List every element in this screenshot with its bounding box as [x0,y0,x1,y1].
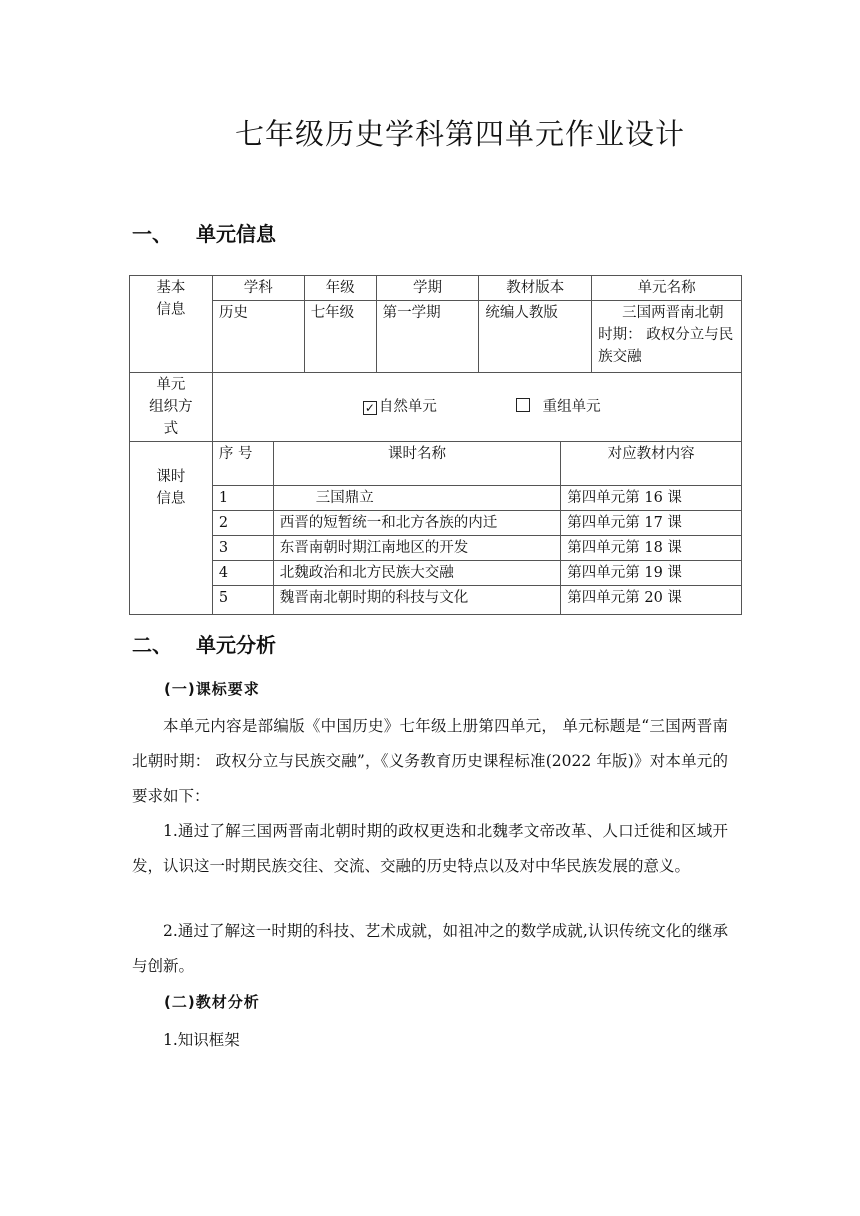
checkbox-regroup-unit[interactable] [516,398,530,412]
unit-info-table [129,275,742,615]
lesson-header-no: 序 号 [212,442,273,486]
value-unit-name: 三国两晋南北朝时期： 政权分立与民族交融 [592,301,742,373]
lesson-info-label: 课时 信息 [130,442,213,615]
lesson-content: 第四单元第 16 课 [561,486,742,511]
regroup-unit-label: 重组单元 [542,399,601,415]
value-term: 第一学期 [376,301,479,373]
section-number: 一、 [132,222,172,246]
lesson-content: 第四单元第 19 课 [561,561,742,586]
lesson-name: 三国鼎立 [273,486,560,511]
lesson-content: 第四单元第 17 课 [561,511,742,536]
table-value-row [130,301,742,373]
header-subject: 学科 [212,276,304,301]
lesson-no: 5 [212,586,273,615]
lesson-no: 2 [212,511,273,536]
header-grade: 年级 [304,276,376,301]
table-org-row [130,373,742,442]
basic-info-label: 基本 信息 [130,276,213,373]
table-row [130,486,742,511]
table-row [130,511,742,536]
table-row [130,586,742,615]
lesson-no: 4 [212,561,273,586]
org-method-options [212,373,741,442]
paragraph-intro: 本单元内容是部编版《中国历史》七年级上册第四单元， 单元标题是“三国两晋南北朝时期： 政权分立与民族交融”，《义务教育历史课程标准(2022 年版)》对本单元的要求如下： [132,717,728,805]
lesson-header-name: 课时名称 [273,442,560,486]
section-label: 单元信息 [196,222,276,246]
lesson-name: 东晋南朝时期江南地区的开发 [273,536,560,561]
org-method-label: 单元 组织方 式 [130,373,213,442]
page-title: 七年级历史学科第四单元作业设计 [234,117,685,151]
subheading-curriculum-standard: (一)课标要求 [164,680,260,698]
lesson-no: 1 [212,486,273,511]
section-heading-unit-analysis [132,629,276,658]
value-grade: 七年级 [304,301,376,373]
checkbox-natural-unit[interactable]: ✓ [364,401,375,415]
value-subject: 历史 [212,301,304,373]
subheading-textbook-analysis: (二)教材分析 [164,993,260,1011]
header-unit-name: 单元名称 [592,276,742,301]
section-label: 单元分析 [196,633,276,657]
lesson-no: 3 [212,536,273,561]
table-row [130,536,742,561]
paragraph-requirement-1: 1.通过了解三国两晋南北朝时期的政权更迭和北魏孝文帝改革、人口迁徙和区域开发，认识这一时期民族交往、交流、交融的历史特点以及对中华民族发展的意义。 [132,822,728,875]
section-number: 二、 [132,633,172,657]
lesson-name: 魏晋南北朝时期的科技与文化 [273,586,560,615]
item-knowledge-framework: 1.知识框架 [163,1031,240,1049]
table-header-row [130,276,742,301]
lesson-content: 第四单元第 18 课 [561,536,742,561]
header-edition: 教材版本 [479,276,592,301]
lesson-name: 西晋的短暂统一和北方各族的内迁 [273,511,560,536]
paragraph-requirement-2: 2.通过了解这一时期的科技、艺术成就，如祖冲之的数学成就,认识传统文化的继承与创新。 [132,922,728,975]
lesson-name: 北魏政治和北方民族大交融 [273,561,560,586]
lesson-content: 第四单元第 20 课 [561,586,742,615]
value-edition: 统编人教版 [479,301,592,373]
natural-unit-label: 自然单元 [378,399,437,415]
header-term: 学期 [376,276,479,301]
lesson-header-row [130,442,742,486]
table-row [130,561,742,586]
lesson-header-content: 对应教材内容 [561,442,742,486]
section-heading-unit-info [132,218,276,247]
